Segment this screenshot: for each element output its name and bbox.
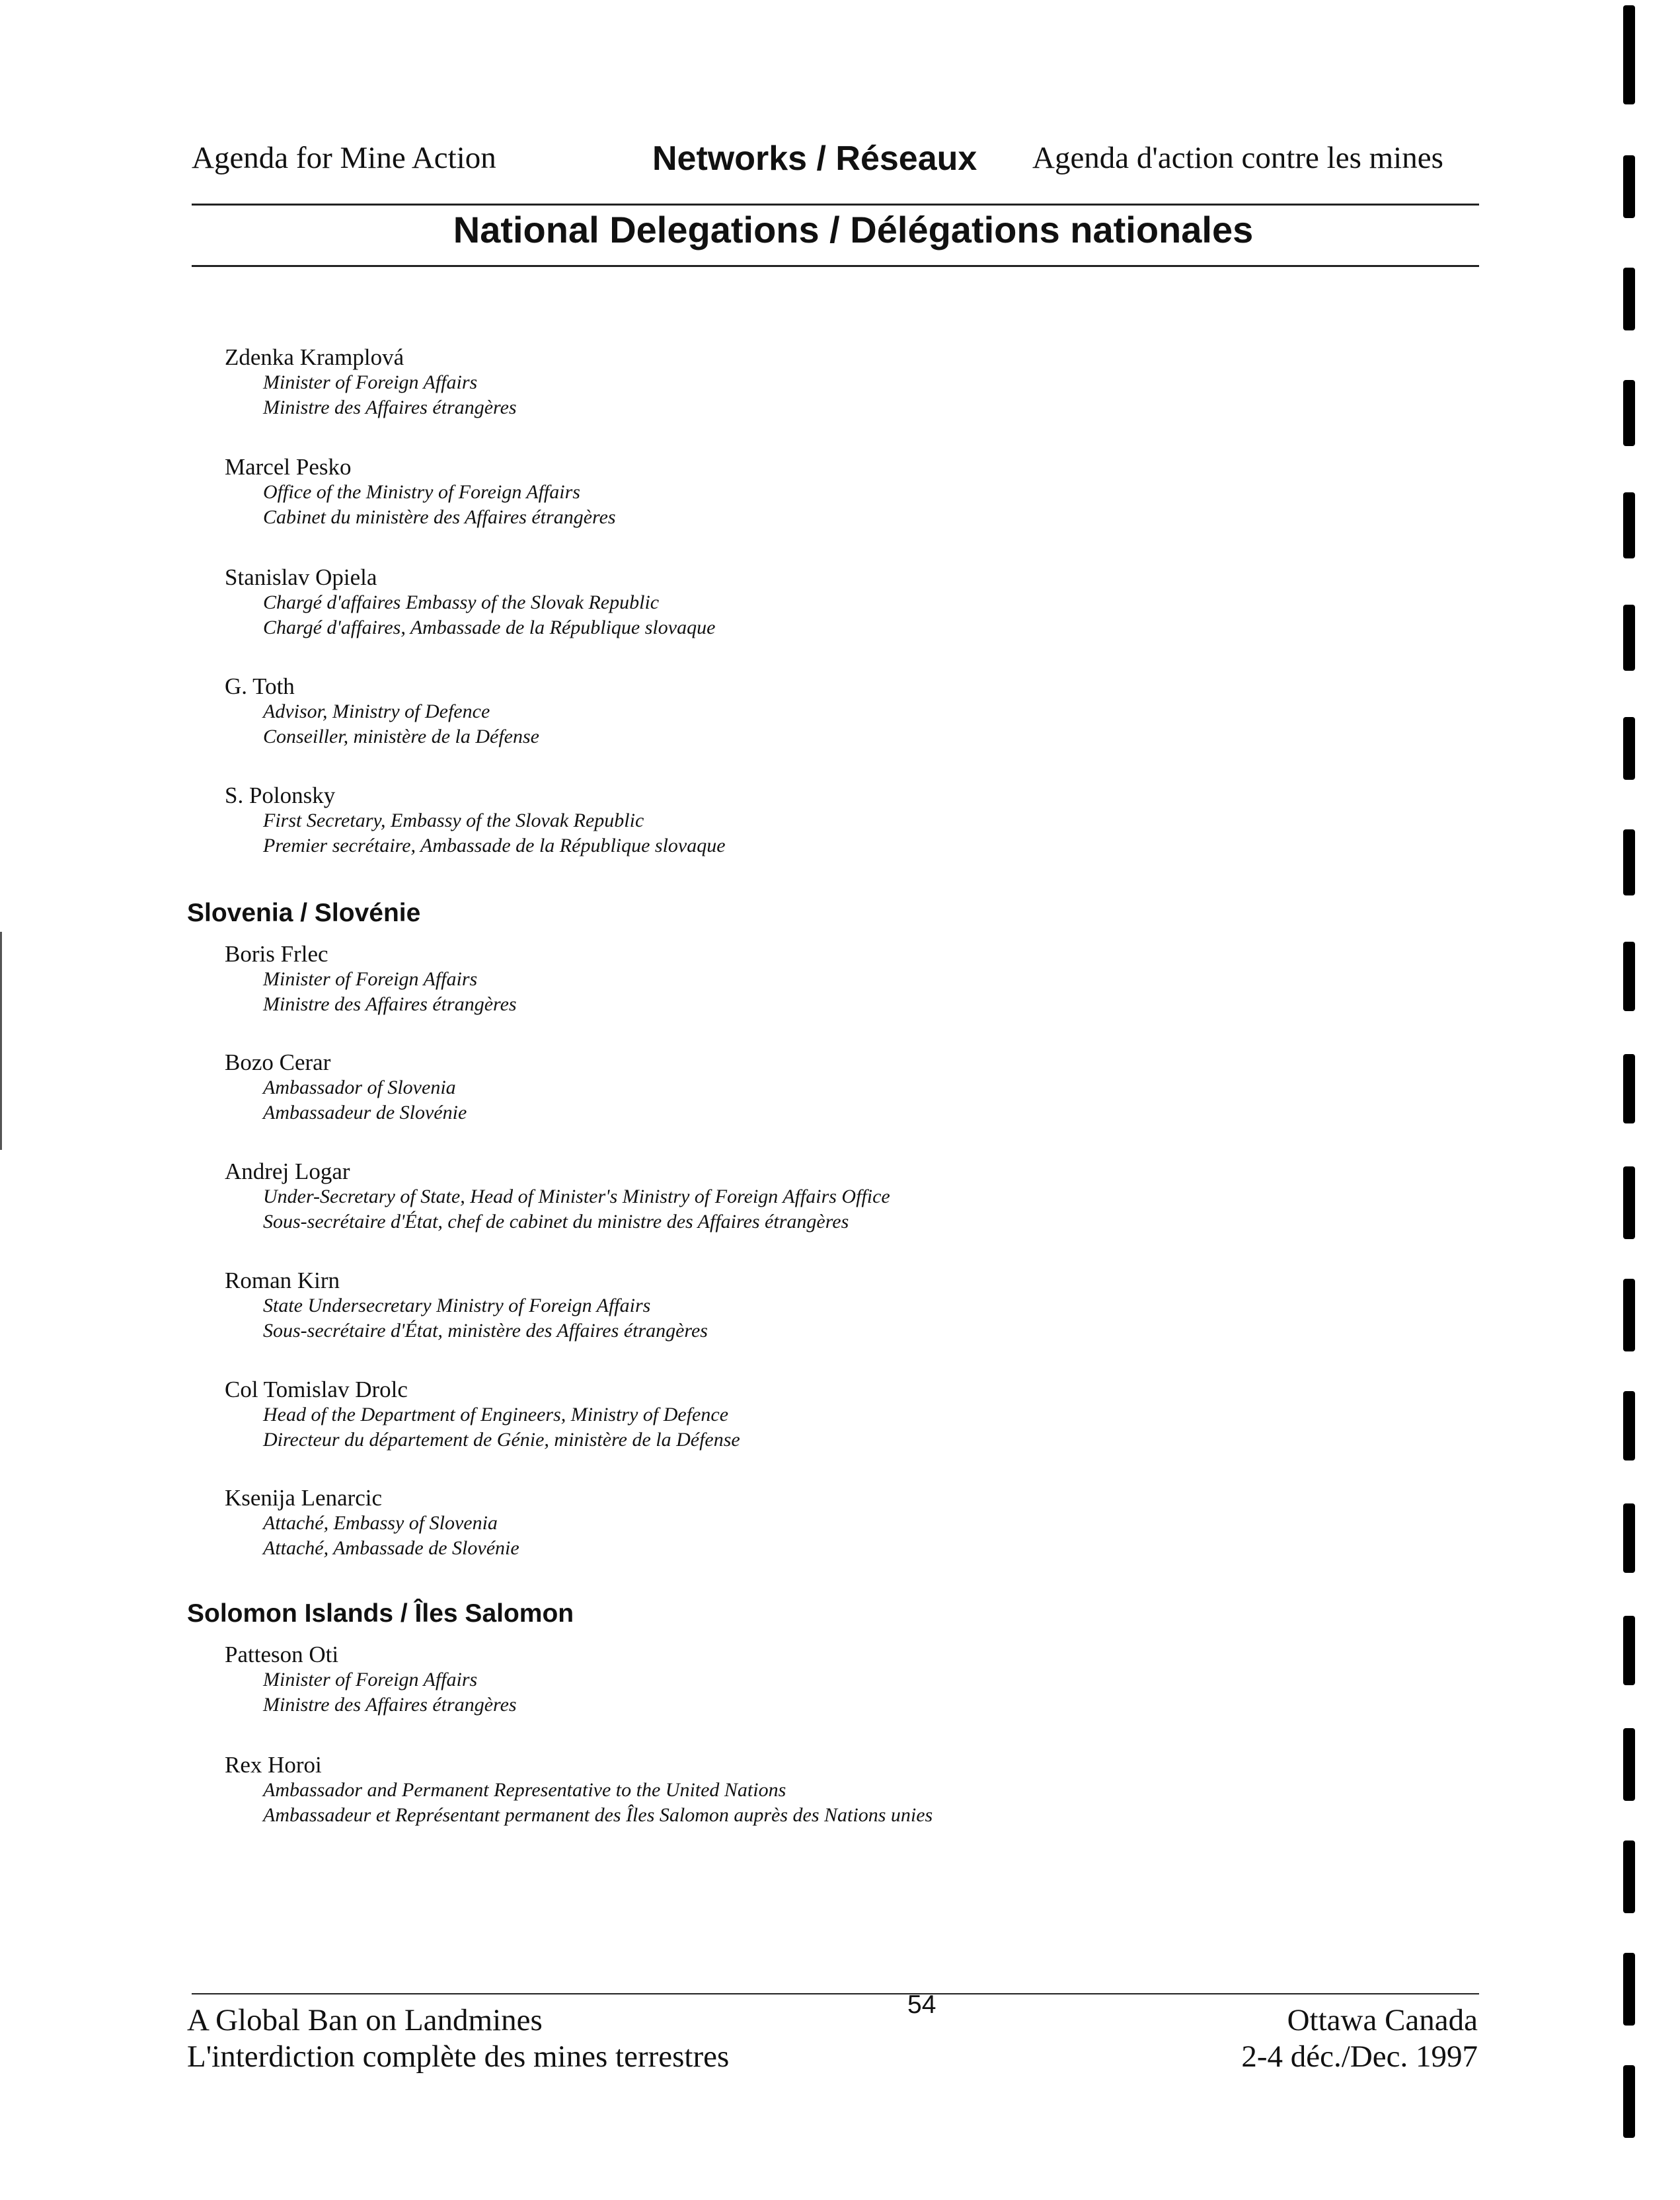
binding-hole-mark	[1623, 1953, 1635, 2026]
delegate-role-fr: Directeur du département de Génie, ministère de la Défense	[263, 1429, 740, 1451]
binding-hole-mark	[1623, 1840, 1635, 1913]
delegate-role-fr: Ministre des Affaires étrangères	[263, 397, 517, 418]
delegate-name: Andrej Logar	[225, 1158, 350, 1184]
delegate-role-en: Ambassador of Slovenia	[263, 1077, 456, 1098]
page-number: 54	[907, 1991, 936, 2019]
delegate-role-fr: Cabinet du ministère des Affaires étrangères	[263, 506, 616, 528]
delegate-role-fr: Sous-secrétaire d'État, chef de cabinet du ministre des Affaires étrangères	[263, 1211, 849, 1233]
delegate-entry	[225, 1050, 467, 1125]
country-heading-solomon-islands: Solomon Islands / Îles Salomon	[187, 1599, 574, 1628]
binding-hole-mark	[1623, 380, 1635, 446]
delegate-name: Patteson Oti	[225, 1642, 339, 1667]
delegate-role-fr: Conseiller, ministère de la Défense	[263, 726, 539, 747]
delegate-name: Roman Kirn	[225, 1268, 340, 1293]
delegate-entry	[225, 1753, 933, 1828]
binding-hole-mark	[1623, 717, 1635, 780]
header-rule-bottom	[192, 265, 1479, 267]
binding-hole-mark	[1623, 1728, 1635, 1801]
page-subtitle-text: National Delegations / Délégations nationales	[453, 209, 1254, 250]
delegate-entry	[225, 674, 539, 749]
delegate-role-en: Chargé d'affaires Embassy of the Slovak Republic	[263, 591, 660, 613]
footer-left-line2: L'interdiction complète des mines terrestres	[187, 2039, 730, 2074]
footer-rule	[192, 1993, 1479, 1994]
binding-hole-mark	[1623, 1279, 1635, 1351]
delegate-entry	[225, 565, 715, 640]
binding-hole-mark	[1623, 605, 1635, 671]
delegate-entry	[225, 1377, 740, 1453]
delegate-name: Zdenka Kramplová	[225, 344, 404, 370]
header-rule-top	[192, 204, 1479, 206]
binding-hole-mark	[1623, 1503, 1635, 1573]
country-heading-slovenia: Slovenia / Slovénie	[187, 899, 421, 927]
footer-right	[1241, 2002, 1478, 2075]
delegate-role-fr: Ministre des Affaires étrangères	[263, 1694, 517, 1716]
binding-hole-mark	[1623, 155, 1635, 218]
binding-hole-mark	[1623, 942, 1635, 1011]
delegate-entry	[225, 345, 517, 420]
footer-right-line2: 2-4 déc./Dec. 1997	[1241, 2039, 1478, 2074]
delegate-name: Marcel Pesko	[225, 454, 352, 480]
binding-hole-mark	[1623, 2065, 1635, 2138]
delegate-role-en: Advisor, Ministry of Defence	[263, 701, 490, 722]
header-center-title: Networks / Réseaux	[652, 139, 977, 178]
delegate-entry	[225, 1486, 519, 1561]
binding-hole-mark	[1623, 268, 1635, 330]
delegate-entry	[225, 942, 517, 1017]
footer-left-line1: A Global Ban on Landmines	[187, 2003, 543, 2037]
delegate-role-fr: Ministre des Affaires étrangères	[263, 993, 517, 1015]
delegate-entry	[225, 1159, 890, 1234]
delegate-role-en: Minister of Foreign Affairs	[263, 371, 478, 393]
delegate-name: Ksenija Lenarcic	[225, 1485, 383, 1511]
binding-hole-mark	[1623, 1166, 1635, 1239]
page-subtitle	[0, 208, 1680, 251]
delegate-entry	[225, 1642, 517, 1718]
delegate-role-en: Under-Secretary of State, Head of Minister's Ministry of Foreign Affairs Office	[263, 1186, 890, 1207]
delegate-role-en: Minister of Foreign Affairs	[263, 1669, 478, 1690]
delegate-role-en: Head of the Department of Engineers, Ministry of Defence	[263, 1404, 729, 1425]
delegate-role-en: Ambassador and Permanent Representative to the United Nations	[263, 1779, 786, 1801]
delegate-role-fr: Attaché, Ambassade de Slovénie	[263, 1537, 519, 1559]
binding-hole-mark	[1623, 5, 1635, 104]
binding-hole-mark	[1623, 1391, 1635, 1460]
footer-right-line1: Ottawa Canada	[1287, 2003, 1478, 2037]
footer-left	[187, 2002, 729, 2075]
delegate-role-fr: Premier secrétaire, Ambassade de la République slovaque	[263, 835, 726, 856]
header-left-title: Agenda for Mine Action	[192, 141, 496, 175]
delegate-role-en: First Secretary, Embassy of the Slovak Republic	[263, 810, 644, 831]
delegate-name: Bozo Cerar	[225, 1049, 331, 1075]
delegate-role-fr: Ambassadeur de Slovénie	[263, 1102, 467, 1123]
binding-hole-mark	[1623, 829, 1635, 895]
binding-hole-mark	[1623, 1616, 1635, 1685]
delegate-name: S. Polonsky	[225, 782, 336, 808]
delegate-entry	[225, 1268, 708, 1344]
delegate-role-fr: Chargé d'affaires, Ambassade de la République slovaque	[263, 617, 716, 638]
delegate-entry	[225, 455, 616, 530]
header-right-title: Agenda d'action contre les mines	[1032, 141, 1443, 175]
scan-edge-mark	[0, 932, 2, 1150]
binding-hole-mark	[1623, 1054, 1635, 1123]
delegate-role-en: Office of the Ministry of Foreign Affairs	[263, 481, 580, 503]
delegate-entry	[225, 783, 726, 858]
delegate-name: Rex Horoi	[225, 1752, 322, 1778]
delegate-role-en: Attaché, Embassy of Slovenia	[263, 1512, 498, 1534]
delegate-name: Boris Frlec	[225, 941, 328, 967]
delegate-role-fr: Sous-secrétaire d'État, ministère des Affaires étrangères	[263, 1320, 708, 1342]
delegate-role-fr: Ambassadeur et Représentant permanent des Îles Salomon auprès des Nations unies	[263, 1804, 933, 1826]
binding-hole-mark	[1623, 492, 1635, 558]
delegate-name: Col Tomislav Drolc	[225, 1377, 408, 1402]
delegate-role-en: Minister of Foreign Affairs	[263, 968, 478, 990]
delegate-name: G. Toth	[225, 673, 295, 699]
delegate-role-en: State Undersecretary Ministry of Foreign Affairs	[263, 1295, 651, 1316]
delegate-name: Stanislav Opiela	[225, 564, 377, 590]
